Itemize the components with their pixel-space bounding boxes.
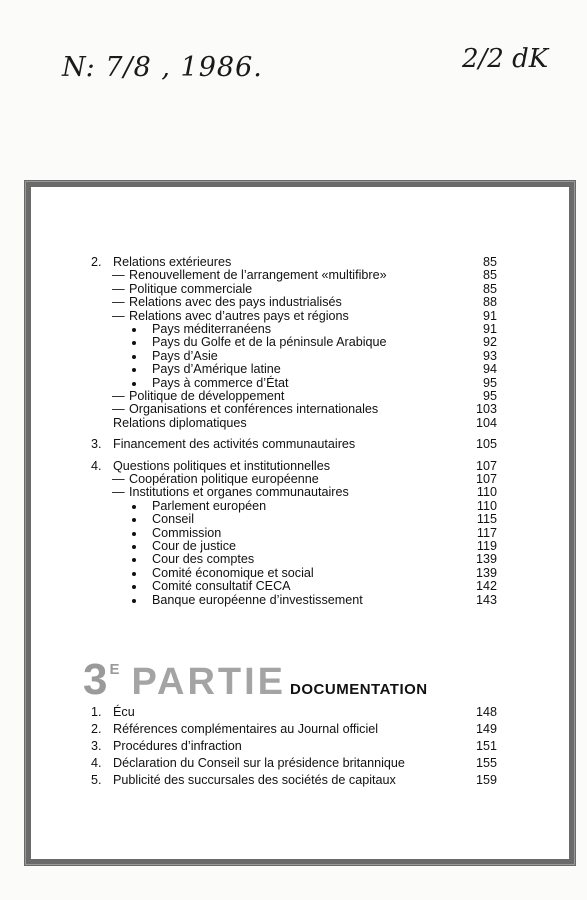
- toc-item-page: 117: [476, 525, 497, 540]
- toc-item-title: Relations diplomatiques: [113, 415, 247, 430]
- toc-item-page: 139: [475, 552, 497, 567]
- toc-item-number: 4.: [91, 458, 102, 473]
- toc-item-page: 107: [475, 472, 497, 486]
- toc-item-title: Pays du Golfe et de la péninsule Arabique: [152, 335, 387, 350]
- toc-item-page: 103: [475, 402, 497, 417]
- toc-item-title: — Politique commerciale: [129, 282, 252, 296]
- toc-item-page: 95: [482, 375, 497, 390]
- toc-item-page: 139: [475, 565, 497, 580]
- toc-item-page: 115: [476, 512, 497, 527]
- toc-item-page: 92: [482, 335, 497, 350]
- documentation-item-title: Publicité des succursales des sociétés de capitaux: [113, 773, 396, 787]
- toc-item-title: Conseil: [152, 512, 194, 527]
- toc-item-title: Pays à commerce d’État: [152, 375, 289, 390]
- toc-item-page: 110: [476, 498, 497, 513]
- toc-item-number: 3.: [91, 437, 102, 452]
- documentation-item-number: 4.: [91, 756, 102, 770]
- part-subtitle: DOCUMENTATION: [290, 681, 428, 698]
- toc-item-title: Comité consultatif CECA: [152, 579, 291, 594]
- handwritten-page-note: 2/2 dK: [462, 44, 549, 74]
- documentation-item-page: 151: [475, 739, 497, 753]
- toc-item-title: — Politique de développement: [129, 389, 284, 403]
- documentation-item-page: 149: [475, 722, 497, 736]
- toc-item-title: — Relations avec d’autres pays et régions: [129, 309, 349, 323]
- toc-item-number: 2.: [91, 255, 102, 269]
- part-number: 3: [83, 655, 109, 704]
- toc-item-title: — Relations avec des pays industrialisés: [129, 295, 342, 309]
- toc-item-title: — Institutions et organes communautaires: [129, 485, 349, 499]
- toc-item-title: Cour de justice: [152, 539, 236, 553]
- toc-item-title: Pays méditerranéens: [152, 322, 272, 336]
- toc-item-title: Parlement européen: [152, 498, 267, 513]
- toc-item-page: 143: [475, 592, 497, 607]
- toc-item-title: Comité économique et social: [152, 565, 314, 580]
- toc-item-title: Pays d’Asie: [152, 348, 218, 363]
- toc-item-title: — Coopération politique européenne: [129, 472, 319, 486]
- toc-item-page: 110: [476, 485, 497, 500]
- documentation-item-number: 3.: [91, 739, 102, 753]
- contents-frame: [24, 180, 576, 866]
- toc-item-page: 93: [482, 348, 497, 363]
- toc-item-page: 119: [476, 539, 497, 553]
- documentation-item-page: 148: [475, 705, 497, 719]
- toc-item-page: 85: [482, 268, 497, 283]
- toc-item-page: 94: [482, 362, 497, 377]
- documentation-item-number: 2.: [91, 722, 102, 736]
- toc-item-title: Banque européenne d’investissement: [152, 592, 363, 607]
- documentation-item-title: Écu: [113, 705, 135, 719]
- toc-item-page: 105: [475, 437, 497, 452]
- toc-item-page: 142: [475, 579, 497, 594]
- documentation-item-number: 1.: [91, 705, 102, 719]
- toc-item-page: 91: [482, 322, 497, 336]
- documentation-item-title: Procédures d’infraction: [113, 739, 242, 753]
- toc-item-title: Pays d’Amérique latine: [152, 362, 281, 377]
- documentation-item-page: 155: [475, 756, 497, 770]
- toc-item-title: Financement des activités communautaires: [113, 437, 356, 452]
- toc-item-page: 88: [482, 295, 497, 310]
- part-word: PARTIE: [131, 661, 287, 703]
- toc-item-title: — Renouvellement de l’arrangement «multifibre»: [129, 268, 387, 282]
- toc-item-page: 85: [482, 281, 497, 296]
- toc-item-title: — Organisations et conférences internationales: [129, 402, 378, 416]
- handwritten-issue-note: N: 7/8 , 1986.: [62, 52, 263, 83]
- part-number-superscript: E: [109, 661, 120, 678]
- toc-item-title: Relations extérieures: [113, 255, 232, 269]
- toc-item-title: Questions politiques et institutionnelles: [113, 458, 331, 473]
- toc-item-page: 85: [482, 255, 497, 269]
- documentation-item-title: Références complémentaires au Journal officiel: [113, 722, 379, 736]
- toc-item-title: Cour des comptes: [152, 552, 255, 567]
- documentation-item-page: 159: [475, 773, 497, 787]
- documentation-item-title: Déclaration du Conseil sur la présidence britannique: [113, 756, 405, 770]
- toc-item-page: 95: [482, 389, 497, 403]
- toc-item-page: 107: [475, 458, 497, 473]
- toc-item-page: 104: [475, 415, 497, 430]
- documentation-item-number: 5.: [91, 773, 102, 787]
- toc-item-page: 91: [482, 308, 497, 323]
- toc-item-title: Commission: [152, 525, 222, 540]
- part-heading: [83, 655, 428, 705]
